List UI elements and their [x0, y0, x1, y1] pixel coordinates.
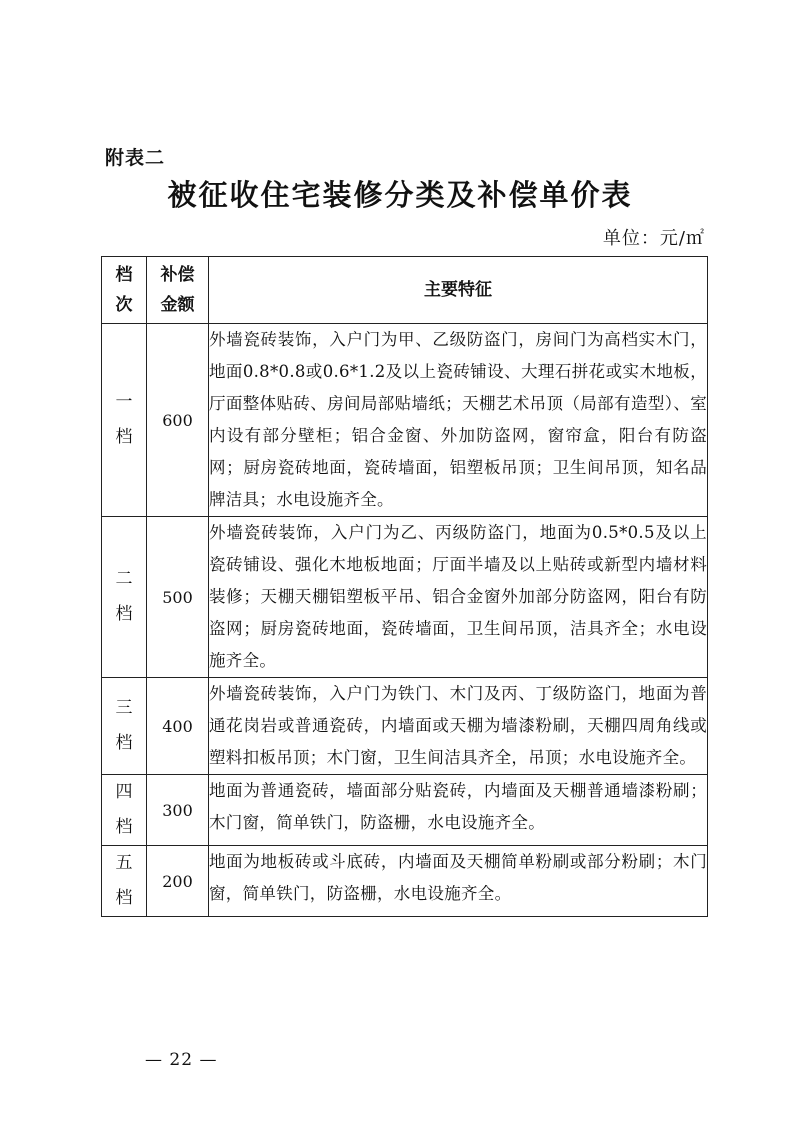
amount-cell: 300: [147, 775, 209, 846]
features-cell: 外墙瓷砖装饰，入户门为甲、乙级防盗门，房间门为高档实木门，地面0.8*0.8或0.6*1.2及以上瓷砖铺设、大理石拼花或实木地板，厅面整体贴砖、房间局部贴墙纸；天棚艺术吊顶（局部有造型）、室内设有部分壁柜；铝合金窗、外加防盗网，窗帘盒，阳台有防盗网；厨房瓷砖地面，瓷砖墙面，铝塑板吊顶；卫生间吊顶，知名品牌洁具；水电设施齐全。: [209, 324, 708, 517]
grade-cell: 四档: [102, 775, 147, 846]
features-cell: 地面为普通瓷砖，墙面部分贴瓷砖，内墙面及天棚普通墙漆粉刷；木门窗，简单铁门，防盗栅，水电设施齐全。: [209, 775, 708, 846]
amount-cell: 600: [147, 324, 209, 517]
grade-cell: 二档: [102, 517, 147, 678]
amount-cell: 200: [147, 846, 209, 917]
page-number: — 22 —: [145, 1050, 218, 1070]
document-title: 被征收住宅装修分类及补偿单价表: [167, 178, 633, 212]
table-row: [102, 324, 708, 517]
amount-cell: 400: [147, 678, 209, 775]
unit-note: 单位：元/㎡: [602, 228, 705, 249]
compensation-table: [101, 256, 708, 917]
features-cell: 外墙瓷砖装饰，入户门为铁门、木门及丙、丁级防盗门，地面为普通花岗岩或普通瓷砖，内墙面或天棚为墙漆粉刷，天棚四周角线或塑料扣板吊顶；木门窗，卫生间洁具齐全，吊顶；水电设施齐全。: [209, 678, 708, 775]
grade-cell: 三档: [102, 678, 147, 775]
header-features: 主要特征: [209, 257, 708, 324]
features-cell: 外墙瓷砖装饰，入户门为乙、丙级防盗门，地面为0.5*0.5及以上瓷砖铺设、强化木地板地面；厅面半墙及以上贴砖或新型内墙材料装修；天棚天棚铝塑板平吊、铝合金窗外加部分防盗网，阳台有防盗网；厨房瓷砖地面，瓷砖墙面，卫生间吊顶，洁具齐全；水电设施齐全。: [209, 517, 708, 678]
grade-cell: 一档: [102, 324, 147, 517]
appendix-label: 附表二: [105, 147, 166, 169]
table-row: [102, 517, 708, 678]
grade-cell: 五档: [102, 846, 147, 917]
table-row: [102, 846, 708, 917]
amount-cell: 500: [147, 517, 209, 678]
header-amount: 补偿金额: [147, 257, 209, 324]
header-grade: 档次: [102, 257, 147, 324]
table-header-row: [102, 257, 708, 324]
features-cell: 地面为地板砖或斗底砖，内墙面及天棚简单粉刷或部分粉刷；木门窗，简单铁门，防盗栅，水电设施齐全。: [209, 846, 708, 917]
table-row: [102, 678, 708, 775]
table-row: [102, 775, 708, 846]
